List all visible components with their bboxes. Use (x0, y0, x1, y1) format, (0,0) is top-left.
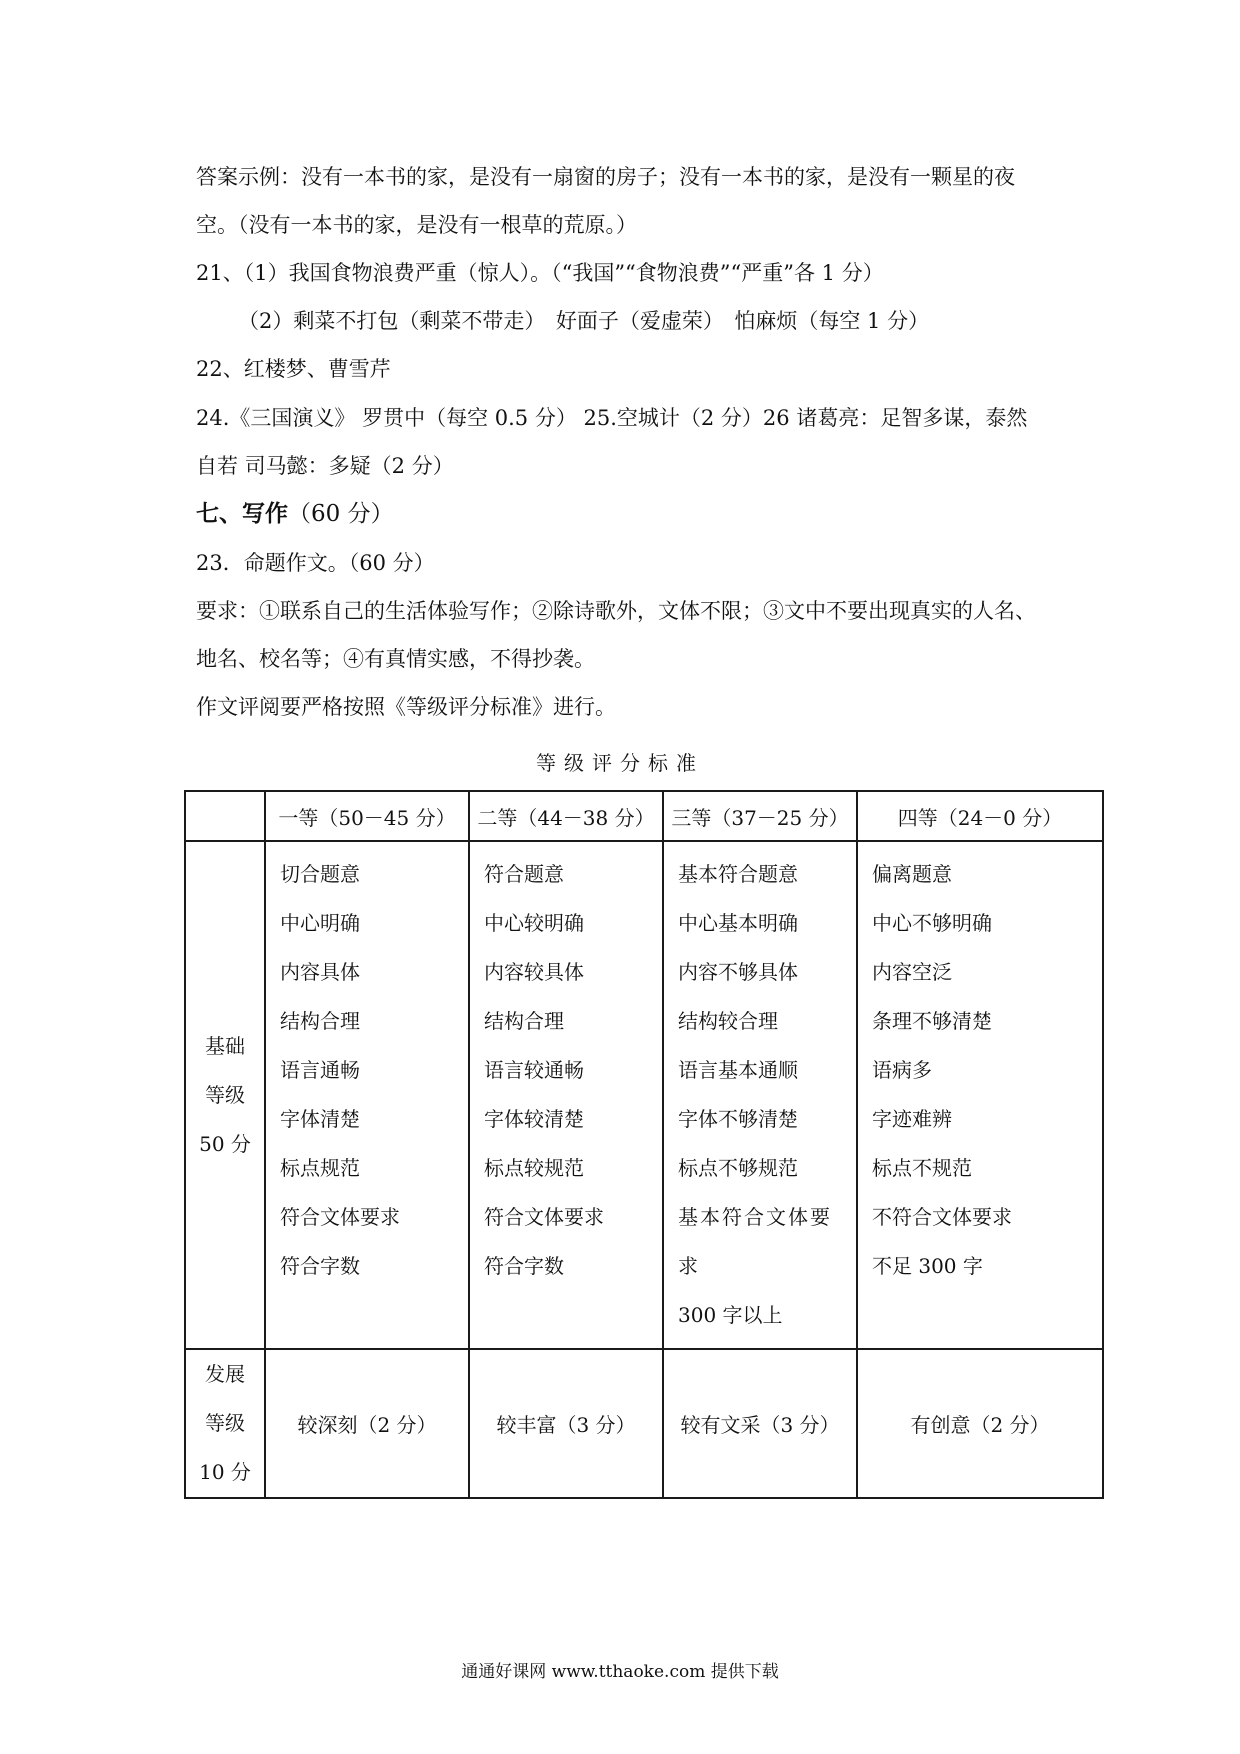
requirements-line-1: 要求：①联系自己的生活体验写作；②除诗歌外，文体不限；③文中不要出现真实的人名、 (196, 599, 1036, 623)
answer-24-26-line-2: 自若 司马懿：多疑（2 分） (196, 454, 454, 478)
criterion: 基本符合文体要 (678, 1205, 832, 1229)
criterion: 标点规范 (280, 1156, 360, 1180)
basic-label-line: 基础 (205, 1033, 245, 1058)
criterion: 中心基本明确 (678, 911, 798, 935)
header-grade-1: 一等（50－45 分） (265, 791, 469, 841)
section-heading-bold: 七、写作 (196, 500, 288, 527)
criterion: 符合字数 (280, 1254, 360, 1278)
answer-21-1: 21、（1）我国食物浪费严重（惊人）。（“我国”“食物浪费”“严重”各 1 分） (196, 261, 884, 285)
criterion: 语言基本通顺 (678, 1058, 798, 1082)
criterion: 字迹难辨 (872, 1107, 952, 1131)
requirements-line-2: 地名、校名等；④有真情实感，不得抄袭。 (196, 647, 595, 671)
criterion: 切合题意 (280, 862, 360, 886)
header-corner (185, 791, 265, 841)
criterion: 300 字以上 (678, 1303, 783, 1327)
criterion: 求 (678, 1254, 698, 1278)
criterion: 符合题意 (484, 862, 564, 886)
development-grade-1: 较深刻（2 分） (265, 1349, 469, 1498)
criterion: 标点较规范 (484, 1156, 584, 1180)
grading-instruction: 作文评阅要严格按照《等级评分标准》进行。 (196, 695, 616, 719)
criterion: 内容具体 (280, 960, 360, 984)
development-grade-2: 较丰富（3 分） (469, 1349, 663, 1498)
table-title: 等级评分标准 (536, 751, 704, 775)
criterion: 基本符合题意 (678, 862, 798, 886)
development-grade-4: 有创意（2 分） (857, 1349, 1103, 1498)
basic-label-line: 等级 (205, 1082, 245, 1107)
basic-grade-2 (469, 841, 663, 1349)
question-23: 23．命题作文。（60 分） (196, 551, 435, 575)
answer-example-line-1: 答案示例：没有一本书的家，是没有一扇窗的房子；没有一本书的家，是没有一颗星的夜 (196, 165, 1015, 189)
development-grade-3: 较有文采（3 分） (663, 1349, 857, 1498)
page-footer: 通通好课网 www.tthaoke.com 提供下载 (461, 1662, 779, 1682)
criterion: 语言较通畅 (484, 1058, 584, 1082)
criterion: 内容不够具体 (678, 960, 798, 984)
development-label-line: 发展 (205, 1362, 245, 1386)
criterion: 内容空泛 (872, 960, 952, 984)
criterion: 中心较明确 (484, 911, 584, 935)
criterion: 符合字数 (484, 1254, 564, 1278)
grading-table (184, 790, 1104, 1499)
basic-row (185, 841, 1103, 1349)
criterion: 语言通畅 (280, 1058, 360, 1082)
answer-example-line-2: 空。（没有一本书的家，是没有一根草的荒原。） (196, 213, 637, 237)
criterion: 字体不够清楚 (678, 1107, 798, 1131)
answer-22: 22、红楼梦、曹雪芹 (196, 357, 391, 381)
criterion: 偏离题意 (872, 862, 952, 886)
criterion: 结构合理 (280, 1009, 360, 1033)
development-label-line: 等级 (205, 1411, 245, 1435)
criterion: 符合文体要求 (280, 1205, 400, 1229)
development-row (185, 1349, 1103, 1498)
basic-grade-1 (265, 841, 469, 1349)
criterion: 内容较具体 (484, 960, 584, 984)
criterion: 中心不够明确 (872, 911, 992, 935)
basic-grade-3 (663, 841, 857, 1349)
answer-21-2: （2）剩菜不打包（剩菜不带走） 好面子（爱虚荣） 怕麻烦（每空 1 分） (238, 309, 930, 333)
section-heading-score: （60 分） (288, 501, 394, 527)
basic-label (185, 841, 265, 1349)
development-label-line: 10 分 (199, 1460, 251, 1484)
criterion: 语病多 (872, 1058, 932, 1082)
table-header-row (185, 791, 1103, 841)
criterion: 标点不规范 (872, 1156, 972, 1180)
development-label (185, 1349, 265, 1498)
answer-24-26-line-1: 24.《三国演义》 罗贯中（每空 0.5 分） 25.空城计（2 分）26 诸葛亮：足智多谋，泰然 (196, 406, 1028, 430)
criterion: 字体较清楚 (484, 1107, 584, 1131)
basic-grade-4 (857, 841, 1103, 1349)
criterion: 符合文体要求 (484, 1205, 604, 1229)
criterion: 条理不够清楚 (872, 1009, 992, 1033)
criterion: 结构合理 (484, 1009, 564, 1033)
criterion: 结构较合理 (678, 1009, 778, 1033)
criterion: 不符合文体要求 (872, 1205, 1012, 1229)
criterion: 不足 300 字 (872, 1254, 983, 1278)
header-grade-4: 四等（24－0 分） (857, 791, 1103, 841)
section-heading (196, 499, 1096, 529)
basic-label-line: 50 分 (199, 1131, 251, 1156)
criterion: 标点不够规范 (678, 1156, 798, 1180)
header-grade-2: 二等（44－38 分） (469, 791, 663, 841)
criterion: 字体清楚 (280, 1107, 360, 1131)
criterion: 中心明确 (280, 911, 360, 935)
header-grade-3: 三等（37－25 分） (663, 791, 857, 841)
